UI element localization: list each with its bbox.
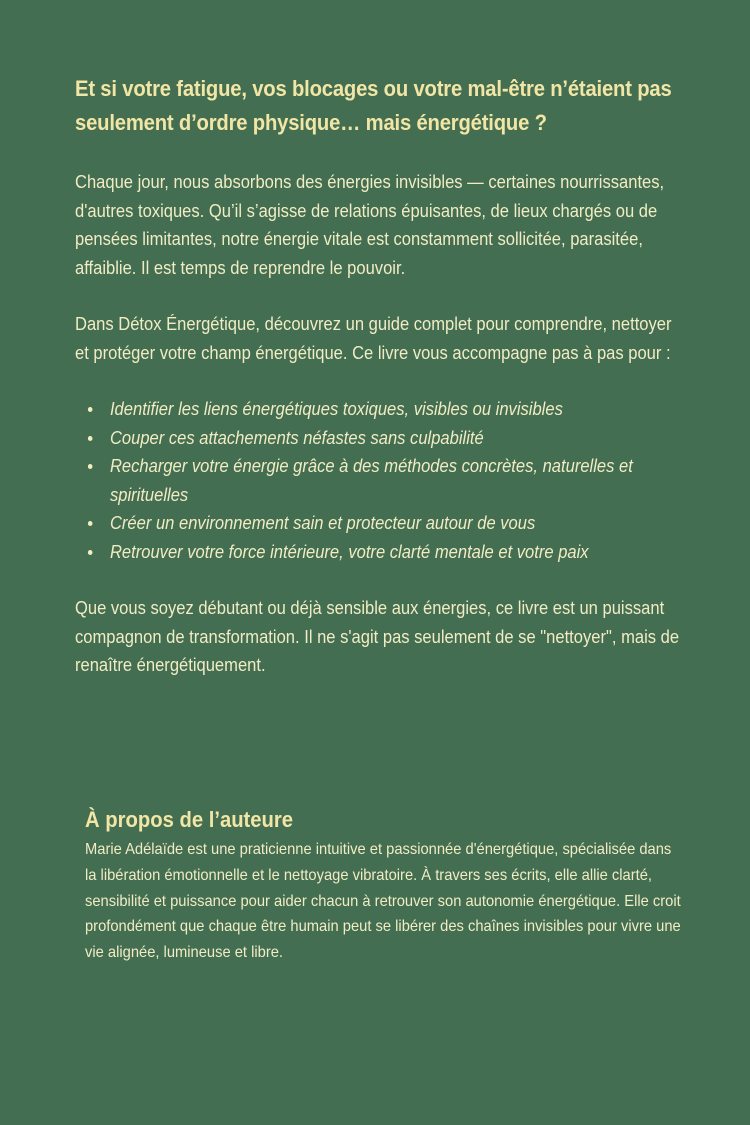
headline: Et si votre fatigue, vos blocages ou votre mal-être n’étaient pas seulement d’ordre physique… mais énergétique ? xyxy=(75,76,672,135)
list-item-text: Couper ces attachements néfastes sans culpabilité xyxy=(109,427,484,448)
closing-paragraph: Que vous soyez débutant ou déjà sensible aux énergies, ce livre est un puissant compagnon de transformation. Il ne s'agit pas seulement de se "nettoyer", mais de renaître énergétiquement. xyxy=(75,598,680,675)
list-item-text: Créer un environnement sain et protecteur autour de vous xyxy=(109,513,536,533)
list-item xyxy=(75,424,685,453)
list-item xyxy=(75,452,685,509)
benefits-list xyxy=(75,395,685,566)
author-title: À propos de l’auteure xyxy=(85,807,294,832)
list-item-text: Retrouver votre force intérieure, votre clarté mentale et votre paix xyxy=(109,541,589,562)
list-item-text: Recharger votre énergie grâce à des méthodes concrètes, naturelles et spirituelles xyxy=(109,456,633,505)
bullet-dot-icon xyxy=(88,550,93,555)
intro-paragraph: Chaque jour, nous absorbons des énergies invisibles — certaines nourrissantes, d'autres toxiques. Qu’il s’agisse de relations épuisantes, de lieux chargés ou de pensées limitantes, notre énergie vitale est constamment sollicitée, parasitée, affaiblie. Il est temps de reprendre le pouvoir. xyxy=(75,172,665,278)
bullet-dot-icon xyxy=(88,407,93,412)
author-section xyxy=(85,805,685,966)
bullet-dot-icon xyxy=(88,436,93,441)
list-item xyxy=(75,538,685,567)
bullet-dot-icon xyxy=(88,464,93,469)
main-content xyxy=(75,72,685,680)
author-bio: Marie Adélaïde est une praticienne intuitive et passionnée d'énergétique, spécialisée dans la libération émotionnelle et le nettoyage vibratoire. À travers ses écrits, elle allie clarté, sensibilité et puissance pour aider chacun à retrouver son autonomie énergétique. Elle croit profondément que chaque être humain peut se libérer des chaînes invisibles pour vivre une vie alignée, lumineuse et libre. xyxy=(85,841,681,962)
book-paragraph: Dans Détox Énergétique, découvrez un guide complet pour comprendre, nettoyer et protéger votre champ énergétique. Ce livre vous accompagne pas à pas pour : xyxy=(75,314,672,363)
list-item xyxy=(75,395,685,424)
list-item-text: Identifier les liens énergétiques toxiques, visibles ou invisibles xyxy=(109,399,563,419)
list-item xyxy=(75,509,685,538)
bullet-dot-icon xyxy=(88,521,93,526)
